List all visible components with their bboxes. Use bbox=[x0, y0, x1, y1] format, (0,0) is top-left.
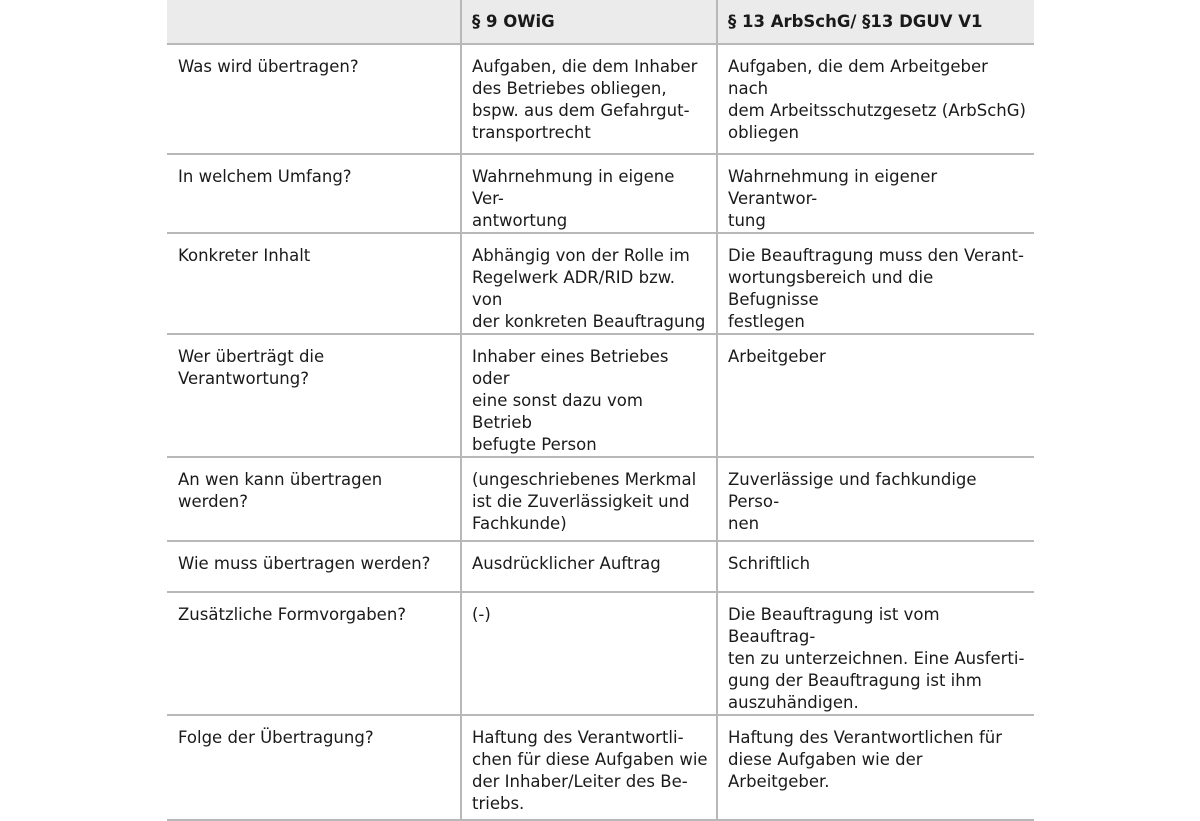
row-question: Konkreter Inhalt bbox=[167, 233, 461, 334]
table-row bbox=[167, 44, 1034, 154]
row-owig-cell: (-) bbox=[461, 592, 717, 715]
table-row bbox=[167, 541, 1034, 592]
header-row bbox=[167, 0, 1034, 44]
header-arbschg: § 13 ArbSchG/ §13 DGUV V1 bbox=[717, 0, 1034, 44]
row-question: Zusätzliche Formvorgaben? bbox=[167, 592, 461, 715]
row-owig-cell: Inhaber eines Betriebes oder eine sonst dazu vom Betrieb befugte Person bbox=[461, 334, 717, 457]
table-row bbox=[167, 715, 1034, 820]
row-question: Wer überträgt die Verantwortung? bbox=[167, 334, 461, 457]
comparison-table bbox=[167, 0, 1034, 821]
table-row bbox=[167, 154, 1034, 233]
table-body bbox=[167, 44, 1034, 820]
row-question: An wen kann übertragen werden? bbox=[167, 457, 461, 541]
row-question: Was wird übertragen? bbox=[167, 44, 461, 154]
row-arbschg-cell: Schriftlich bbox=[717, 541, 1034, 592]
row-arbschg-cell: Die Beauftragung ist vom Beauftrag- ten zu unterzeichnen. Eine Ausferti- gung der Beauftragung ist ihm auszuhändigen. bbox=[717, 592, 1034, 715]
row-arbschg-cell: Arbeitgeber bbox=[717, 334, 1034, 457]
row-question: Folge der Übertragung? bbox=[167, 715, 461, 820]
header-owig: § 9 OWiG bbox=[461, 0, 717, 44]
row-arbschg-cell: Zuverlässige und fachkundige Perso- nen bbox=[717, 457, 1034, 541]
row-arbschg-cell: Die Beauftragung muss den Verant- wortungsbereich und die Befugnisse festlegen bbox=[717, 233, 1034, 334]
row-owig-cell: Ausdrücklicher Auftrag bbox=[461, 541, 717, 592]
row-question: Wie muss übertragen werden? bbox=[167, 541, 461, 592]
table-header bbox=[167, 0, 1034, 44]
row-question: In welchem Umfang? bbox=[167, 154, 461, 233]
table-row bbox=[167, 334, 1034, 457]
row-arbschg-cell: Haftung des Verantwortlichen für diese Aufgaben wie der Arbeitgeber. bbox=[717, 715, 1034, 820]
row-owig-cell: (ungeschriebenes Merkmal ist die Zuverlässigkeit und Fachkunde) bbox=[461, 457, 717, 541]
table-row bbox=[167, 592, 1034, 715]
row-owig-cell: Wahrnehmung in eigene Ver- antwortung bbox=[461, 154, 717, 233]
row-owig-cell: Abhängig von der Rolle im Regelwerk ADR/RID bzw. von der konkreten Beauftragung bbox=[461, 233, 717, 334]
table-row bbox=[167, 233, 1034, 334]
row-arbschg-cell: Wahrnehmung in eigener Verantwor- tung bbox=[717, 154, 1034, 233]
row-arbschg-cell: Aufgaben, die dem Arbeitgeber nach dem Arbeitsschutzgesetz (ArbSchG) obliegen bbox=[717, 44, 1034, 154]
row-owig-cell: Aufgaben, die dem Inhaber des Betriebes obliegen, bspw. aus dem Gefahrgut- transportrecht bbox=[461, 44, 717, 154]
table-row bbox=[167, 457, 1034, 541]
header-empty-cell bbox=[167, 0, 461, 44]
row-owig-cell: Haftung des Verantwortli- chen für diese Aufgaben wie der Inhaber/Leiter des Be- triebs. bbox=[461, 715, 717, 820]
